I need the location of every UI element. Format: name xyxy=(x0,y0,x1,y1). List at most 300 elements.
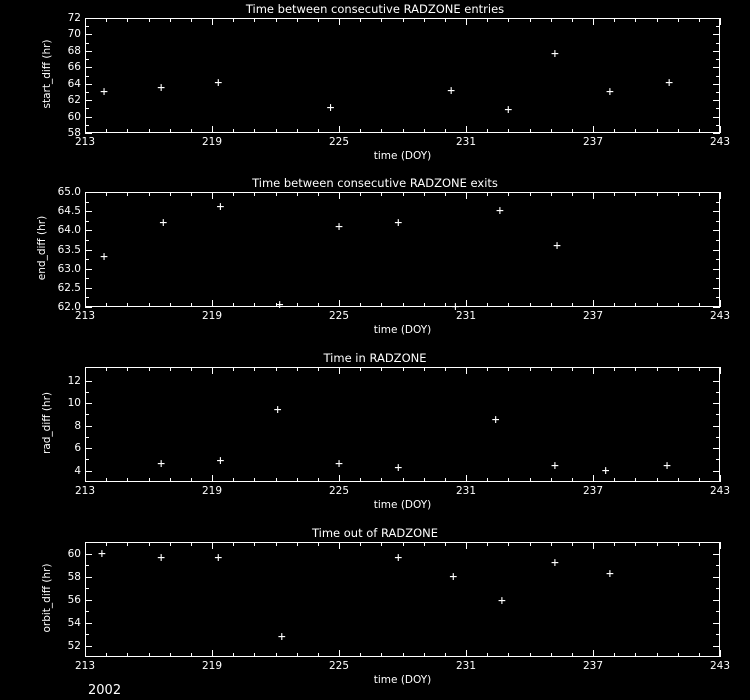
x-tick xyxy=(318,367,319,371)
y-tick xyxy=(85,18,92,19)
x-tick xyxy=(657,18,658,22)
x-tick xyxy=(657,478,658,482)
x-tick xyxy=(720,475,721,482)
x-tick xyxy=(424,542,425,546)
x-tick xyxy=(487,653,488,657)
x-tick xyxy=(720,192,721,199)
y-tick-minor xyxy=(85,108,89,109)
y-tick-label: 68 xyxy=(67,45,81,57)
x-tick xyxy=(508,18,509,22)
data-point-marker: + xyxy=(273,402,282,418)
y-tick xyxy=(713,211,720,212)
x-tick xyxy=(678,653,679,657)
x-tick xyxy=(85,475,86,482)
chart-title-1: Time between consecutive RADZONE entries xyxy=(245,2,505,16)
x-tick xyxy=(149,192,150,196)
x-tick xyxy=(551,129,552,133)
y-tick xyxy=(713,448,720,449)
x-tick xyxy=(551,367,552,371)
data-point-marker: + xyxy=(335,456,343,472)
x-tick xyxy=(85,650,86,657)
x-tick xyxy=(593,192,594,199)
x-tick xyxy=(445,129,446,133)
y-tick-minor xyxy=(716,76,720,77)
y-tick xyxy=(713,426,720,427)
x-tick xyxy=(593,126,594,133)
x-tick xyxy=(466,192,467,199)
x-tick xyxy=(593,18,594,25)
x-tick xyxy=(233,18,234,22)
x-tick xyxy=(424,478,425,482)
y-tick xyxy=(85,307,92,308)
x-tick xyxy=(254,653,255,657)
x-tick xyxy=(635,129,636,133)
x-tick xyxy=(657,653,658,657)
y-tick-minor xyxy=(85,43,89,44)
y-tick-minor xyxy=(716,459,720,460)
plot-frame-3 xyxy=(85,367,720,482)
x-axis-label-3: time (DOY) xyxy=(373,499,432,511)
x-tick xyxy=(699,367,700,371)
x-tick-label: 231 xyxy=(455,310,477,322)
x-tick xyxy=(360,542,361,546)
data-point-marker: + xyxy=(550,555,559,571)
y-tick-label: 62.5 xyxy=(57,282,81,294)
x-tick xyxy=(508,653,509,657)
x-tick xyxy=(127,129,128,133)
x-axis-label-1: time (DOY) xyxy=(373,150,432,162)
x-tick xyxy=(466,18,467,25)
data-point-marker: + xyxy=(394,460,403,476)
x-tick xyxy=(381,129,382,133)
x-tick xyxy=(360,18,361,22)
x-tick xyxy=(360,192,361,196)
data-point-marker: + xyxy=(157,80,166,96)
y-tick-minor xyxy=(716,611,720,612)
x-tick-label: 219 xyxy=(201,310,223,322)
x-tick xyxy=(170,542,171,546)
x-tick xyxy=(106,18,107,22)
data-point-marker: + xyxy=(394,215,403,231)
y-tick xyxy=(85,230,92,231)
x-tick xyxy=(424,303,425,307)
x-tick xyxy=(318,18,319,22)
x-tick xyxy=(403,542,404,546)
x-tick xyxy=(508,192,509,196)
x-tick xyxy=(170,367,171,371)
y-tick-minor xyxy=(716,108,720,109)
x-tick xyxy=(360,653,361,657)
x-tick xyxy=(487,18,488,22)
x-tick xyxy=(339,367,340,374)
y-tick xyxy=(713,646,720,647)
data-point-marker: + xyxy=(216,453,225,469)
y-tick xyxy=(85,269,92,270)
x-tick xyxy=(276,478,277,482)
data-point-marker: + xyxy=(216,199,225,215)
y-tick xyxy=(713,51,720,52)
x-tick xyxy=(699,129,700,133)
x-tick xyxy=(339,126,340,133)
x-tick xyxy=(551,18,552,22)
y-tick xyxy=(85,51,92,52)
data-point-marker: + xyxy=(100,84,108,100)
x-tick xyxy=(254,129,255,133)
y-tick xyxy=(713,18,720,19)
y-axis-label-2: end_diff (hr) xyxy=(36,215,48,281)
x-tick xyxy=(254,303,255,307)
x-tick xyxy=(593,650,594,657)
x-tick xyxy=(720,367,721,374)
x-tick xyxy=(403,653,404,657)
x-tick xyxy=(360,367,361,371)
x-tick xyxy=(254,367,255,371)
y-tick-label: 58 xyxy=(67,127,81,139)
x-tick xyxy=(551,192,552,196)
y-tick xyxy=(85,381,92,382)
data-point-marker: + xyxy=(98,546,106,561)
x-tick-label: 243 xyxy=(709,485,731,497)
x-tick xyxy=(466,650,467,657)
data-point-marker: + xyxy=(491,412,500,428)
x-tick xyxy=(360,129,361,133)
x-tick xyxy=(635,653,636,657)
x-tick xyxy=(339,475,340,482)
y-tick-minor xyxy=(85,392,89,393)
x-tick xyxy=(635,18,636,22)
x-tick xyxy=(445,478,446,482)
x-tick xyxy=(170,478,171,482)
x-tick xyxy=(635,303,636,307)
y-tick-minor xyxy=(716,59,720,60)
y-tick-label: 64 xyxy=(67,78,81,90)
x-tick-label: 213 xyxy=(74,485,96,497)
y-tick xyxy=(85,577,92,578)
y-tick-label: 60 xyxy=(67,111,81,123)
x-tick xyxy=(593,300,594,307)
x-tick xyxy=(403,367,404,371)
y-tick-label: 12 xyxy=(67,375,81,387)
x-tick xyxy=(233,653,234,657)
x-tick xyxy=(403,129,404,133)
x-tick xyxy=(487,478,488,482)
data-point-marker: + xyxy=(504,102,513,118)
x-tick xyxy=(191,18,192,22)
x-tick xyxy=(191,478,192,482)
y-tick-minor xyxy=(85,125,89,126)
x-tick xyxy=(657,542,658,546)
y-tick xyxy=(713,230,720,231)
y-tick xyxy=(713,250,720,251)
y-tick-minor xyxy=(85,202,89,203)
x-tick xyxy=(720,18,721,25)
x-tick xyxy=(487,367,488,371)
x-tick xyxy=(381,18,382,22)
y-tick-label: 60 xyxy=(67,548,81,560)
x-tick xyxy=(106,303,107,307)
x-tick xyxy=(530,18,531,22)
x-tick xyxy=(445,303,446,307)
x-tick xyxy=(276,192,277,196)
x-tick xyxy=(191,653,192,657)
x-tick xyxy=(85,18,86,25)
y-tick-minor xyxy=(85,634,89,635)
x-tick xyxy=(170,18,171,22)
x-tick-label: 213 xyxy=(74,310,96,322)
y-tick xyxy=(713,269,720,270)
x-tick xyxy=(212,126,213,133)
x-tick xyxy=(466,367,467,374)
x-tick xyxy=(551,542,552,546)
x-tick xyxy=(572,303,573,307)
y-tick-minor xyxy=(85,240,89,241)
y-tick xyxy=(713,67,720,68)
data-point-marker: + xyxy=(606,84,614,100)
x-tick xyxy=(487,542,488,546)
x-tick xyxy=(699,542,700,546)
x-tick xyxy=(720,542,721,549)
data-point-marker: + xyxy=(326,100,335,116)
data-point-marker: + xyxy=(553,238,561,254)
x-tick xyxy=(424,129,425,133)
y-tick xyxy=(713,471,720,472)
chart-panel-4 xyxy=(0,524,750,700)
x-tick xyxy=(85,126,86,133)
data-point-marker: + xyxy=(550,46,559,62)
y-tick xyxy=(85,192,92,193)
y-tick-label: 70 xyxy=(67,28,81,40)
x-tick-label: 237 xyxy=(582,136,604,148)
y-tick-minor xyxy=(85,278,89,279)
y-tick-minor xyxy=(85,565,89,566)
x-tick xyxy=(466,542,467,549)
y-tick xyxy=(85,100,92,101)
x-tick xyxy=(530,478,531,482)
y-tick-minor xyxy=(716,26,720,27)
x-tick xyxy=(318,653,319,657)
x-tick xyxy=(191,303,192,307)
x-tick xyxy=(212,475,213,482)
x-tick-label: 231 xyxy=(455,660,477,672)
x-tick xyxy=(127,18,128,22)
x-tick xyxy=(85,367,86,374)
x-tick xyxy=(276,653,277,657)
x-tick-label: 231 xyxy=(455,136,477,148)
x-axis-label-4: time (DOY) xyxy=(373,674,432,686)
x-tick xyxy=(678,542,679,546)
data-point-marker: + xyxy=(157,550,166,566)
x-tick xyxy=(297,653,298,657)
x-tick xyxy=(254,478,255,482)
data-point-marker: + xyxy=(275,297,284,313)
x-tick xyxy=(657,129,658,133)
x-tick xyxy=(720,300,721,307)
data-point-marker: + xyxy=(394,550,403,566)
x-tick xyxy=(530,192,531,196)
x-tick-label: 219 xyxy=(201,136,223,148)
x-tick xyxy=(85,300,86,307)
x-tick xyxy=(593,542,594,549)
y-tick-label: 63.5 xyxy=(57,244,81,256)
x-tick xyxy=(212,650,213,657)
x-tick xyxy=(551,478,552,482)
y-tick-label: 54 xyxy=(67,617,81,629)
y-tick xyxy=(85,288,92,289)
x-tick xyxy=(381,367,382,371)
x-tick xyxy=(614,129,615,133)
x-tick xyxy=(551,653,552,657)
data-point-marker: + xyxy=(100,249,108,265)
chart-title-4: Time out of RADZONE xyxy=(311,526,439,540)
x-tick-label: 231 xyxy=(455,485,477,497)
x-tick xyxy=(614,542,615,546)
y-tick xyxy=(713,117,720,118)
x-tick xyxy=(360,478,361,482)
x-tick xyxy=(678,367,679,371)
x-tick xyxy=(508,303,509,307)
x-tick xyxy=(233,303,234,307)
x-tick xyxy=(297,478,298,482)
y-tick-label: 64.0 xyxy=(57,224,81,236)
x-tick xyxy=(276,542,277,546)
y-axis-label-3: rad_diff (hr) xyxy=(41,392,53,454)
x-tick xyxy=(403,478,404,482)
x-tick xyxy=(657,367,658,371)
x-tick xyxy=(127,542,128,546)
x-tick xyxy=(699,303,700,307)
data-point-marker: + xyxy=(214,550,223,566)
x-tick xyxy=(614,303,615,307)
x-tick xyxy=(530,653,531,657)
chart-title-2: Time between consecutive RADZONE exits xyxy=(252,176,498,190)
data-point-marker: + xyxy=(159,215,168,231)
x-tick xyxy=(85,542,86,549)
y-axis-label-1: start_diff (hr) xyxy=(41,39,53,109)
y-tick xyxy=(85,600,92,601)
y-tick-minor xyxy=(716,392,720,393)
y-tick-minor xyxy=(85,414,89,415)
y-tick xyxy=(713,307,720,308)
y-tick-label: 63.0 xyxy=(57,263,81,275)
x-tick-label: 219 xyxy=(201,485,223,497)
x-tick xyxy=(149,478,150,482)
x-tick xyxy=(254,18,255,22)
x-tick xyxy=(678,18,679,22)
x-tick xyxy=(614,478,615,482)
x-tick-label: 243 xyxy=(709,136,731,148)
x-tick xyxy=(530,367,531,371)
y-tick-label: 58 xyxy=(67,571,81,583)
x-tick xyxy=(572,192,573,196)
x-tick xyxy=(318,478,319,482)
x-tick xyxy=(445,653,446,657)
data-point-marker: + xyxy=(550,458,559,474)
y-tick xyxy=(713,84,720,85)
y-tick-minor xyxy=(716,92,720,93)
y-tick xyxy=(85,403,92,404)
x-tick xyxy=(212,367,213,374)
chart-panel-2 xyxy=(0,174,750,348)
x-tick xyxy=(424,192,425,196)
x-tick xyxy=(403,303,404,307)
y-tick-minor xyxy=(85,459,89,460)
plot-frame-4 xyxy=(85,542,720,657)
y-tick xyxy=(85,84,92,85)
x-tick xyxy=(572,478,573,482)
x-tick xyxy=(635,542,636,546)
x-tick xyxy=(297,18,298,22)
x-tick xyxy=(212,542,213,549)
y-tick-minor xyxy=(716,588,720,589)
x-tick xyxy=(339,18,340,25)
y-tick-label: 64.5 xyxy=(57,205,81,217)
y-tick xyxy=(85,211,92,212)
x-tick-label: 237 xyxy=(582,485,604,497)
y-axis-label-4: orbit_diff (hr) xyxy=(41,563,53,633)
x-tick-label: 225 xyxy=(328,136,350,148)
y-tick xyxy=(85,117,92,118)
x-tick xyxy=(85,192,86,199)
x-tick xyxy=(508,129,509,133)
x-tick xyxy=(614,18,615,22)
plot-frame-1 xyxy=(85,18,720,133)
y-tick-minor xyxy=(85,259,89,260)
x-tick xyxy=(149,653,150,657)
y-tick xyxy=(713,600,720,601)
data-point-marker: + xyxy=(451,299,460,315)
y-tick-minor xyxy=(716,221,720,222)
y-tick-label: 10 xyxy=(67,397,81,409)
x-tick xyxy=(699,192,700,196)
x-tick xyxy=(678,129,679,133)
y-tick-minor xyxy=(716,437,720,438)
y-tick xyxy=(713,100,720,101)
data-point-marker: + xyxy=(157,456,166,472)
y-tick-minor xyxy=(85,437,89,438)
x-tick xyxy=(445,18,446,22)
y-tick xyxy=(85,133,92,134)
y-tick-minor xyxy=(85,611,89,612)
x-tick xyxy=(487,129,488,133)
y-tick xyxy=(713,288,720,289)
x-tick xyxy=(508,542,509,546)
data-point-marker: + xyxy=(277,629,286,645)
y-tick-label: 56 xyxy=(67,594,81,606)
x-tick-label: 243 xyxy=(709,310,731,322)
x-tick xyxy=(487,303,488,307)
x-tick xyxy=(276,129,277,133)
x-tick xyxy=(106,192,107,196)
data-point-marker: + xyxy=(335,219,343,234)
x-tick xyxy=(149,367,150,371)
y-tick xyxy=(713,133,720,134)
x-tick xyxy=(127,303,128,307)
x-tick xyxy=(297,192,298,196)
x-tick xyxy=(254,192,255,196)
x-tick xyxy=(424,367,425,371)
x-tick-label: 243 xyxy=(709,660,731,672)
x-tick xyxy=(297,542,298,546)
x-tick xyxy=(508,367,509,371)
y-tick-minor xyxy=(716,565,720,566)
x-tick xyxy=(318,303,319,307)
y-tick-label: 72 xyxy=(67,12,81,24)
y-tick-minor xyxy=(85,92,89,93)
x-tick xyxy=(445,542,446,546)
x-axis-label-2: time (DOY) xyxy=(373,324,432,336)
x-tick xyxy=(233,129,234,133)
x-tick-label: 237 xyxy=(582,310,604,322)
